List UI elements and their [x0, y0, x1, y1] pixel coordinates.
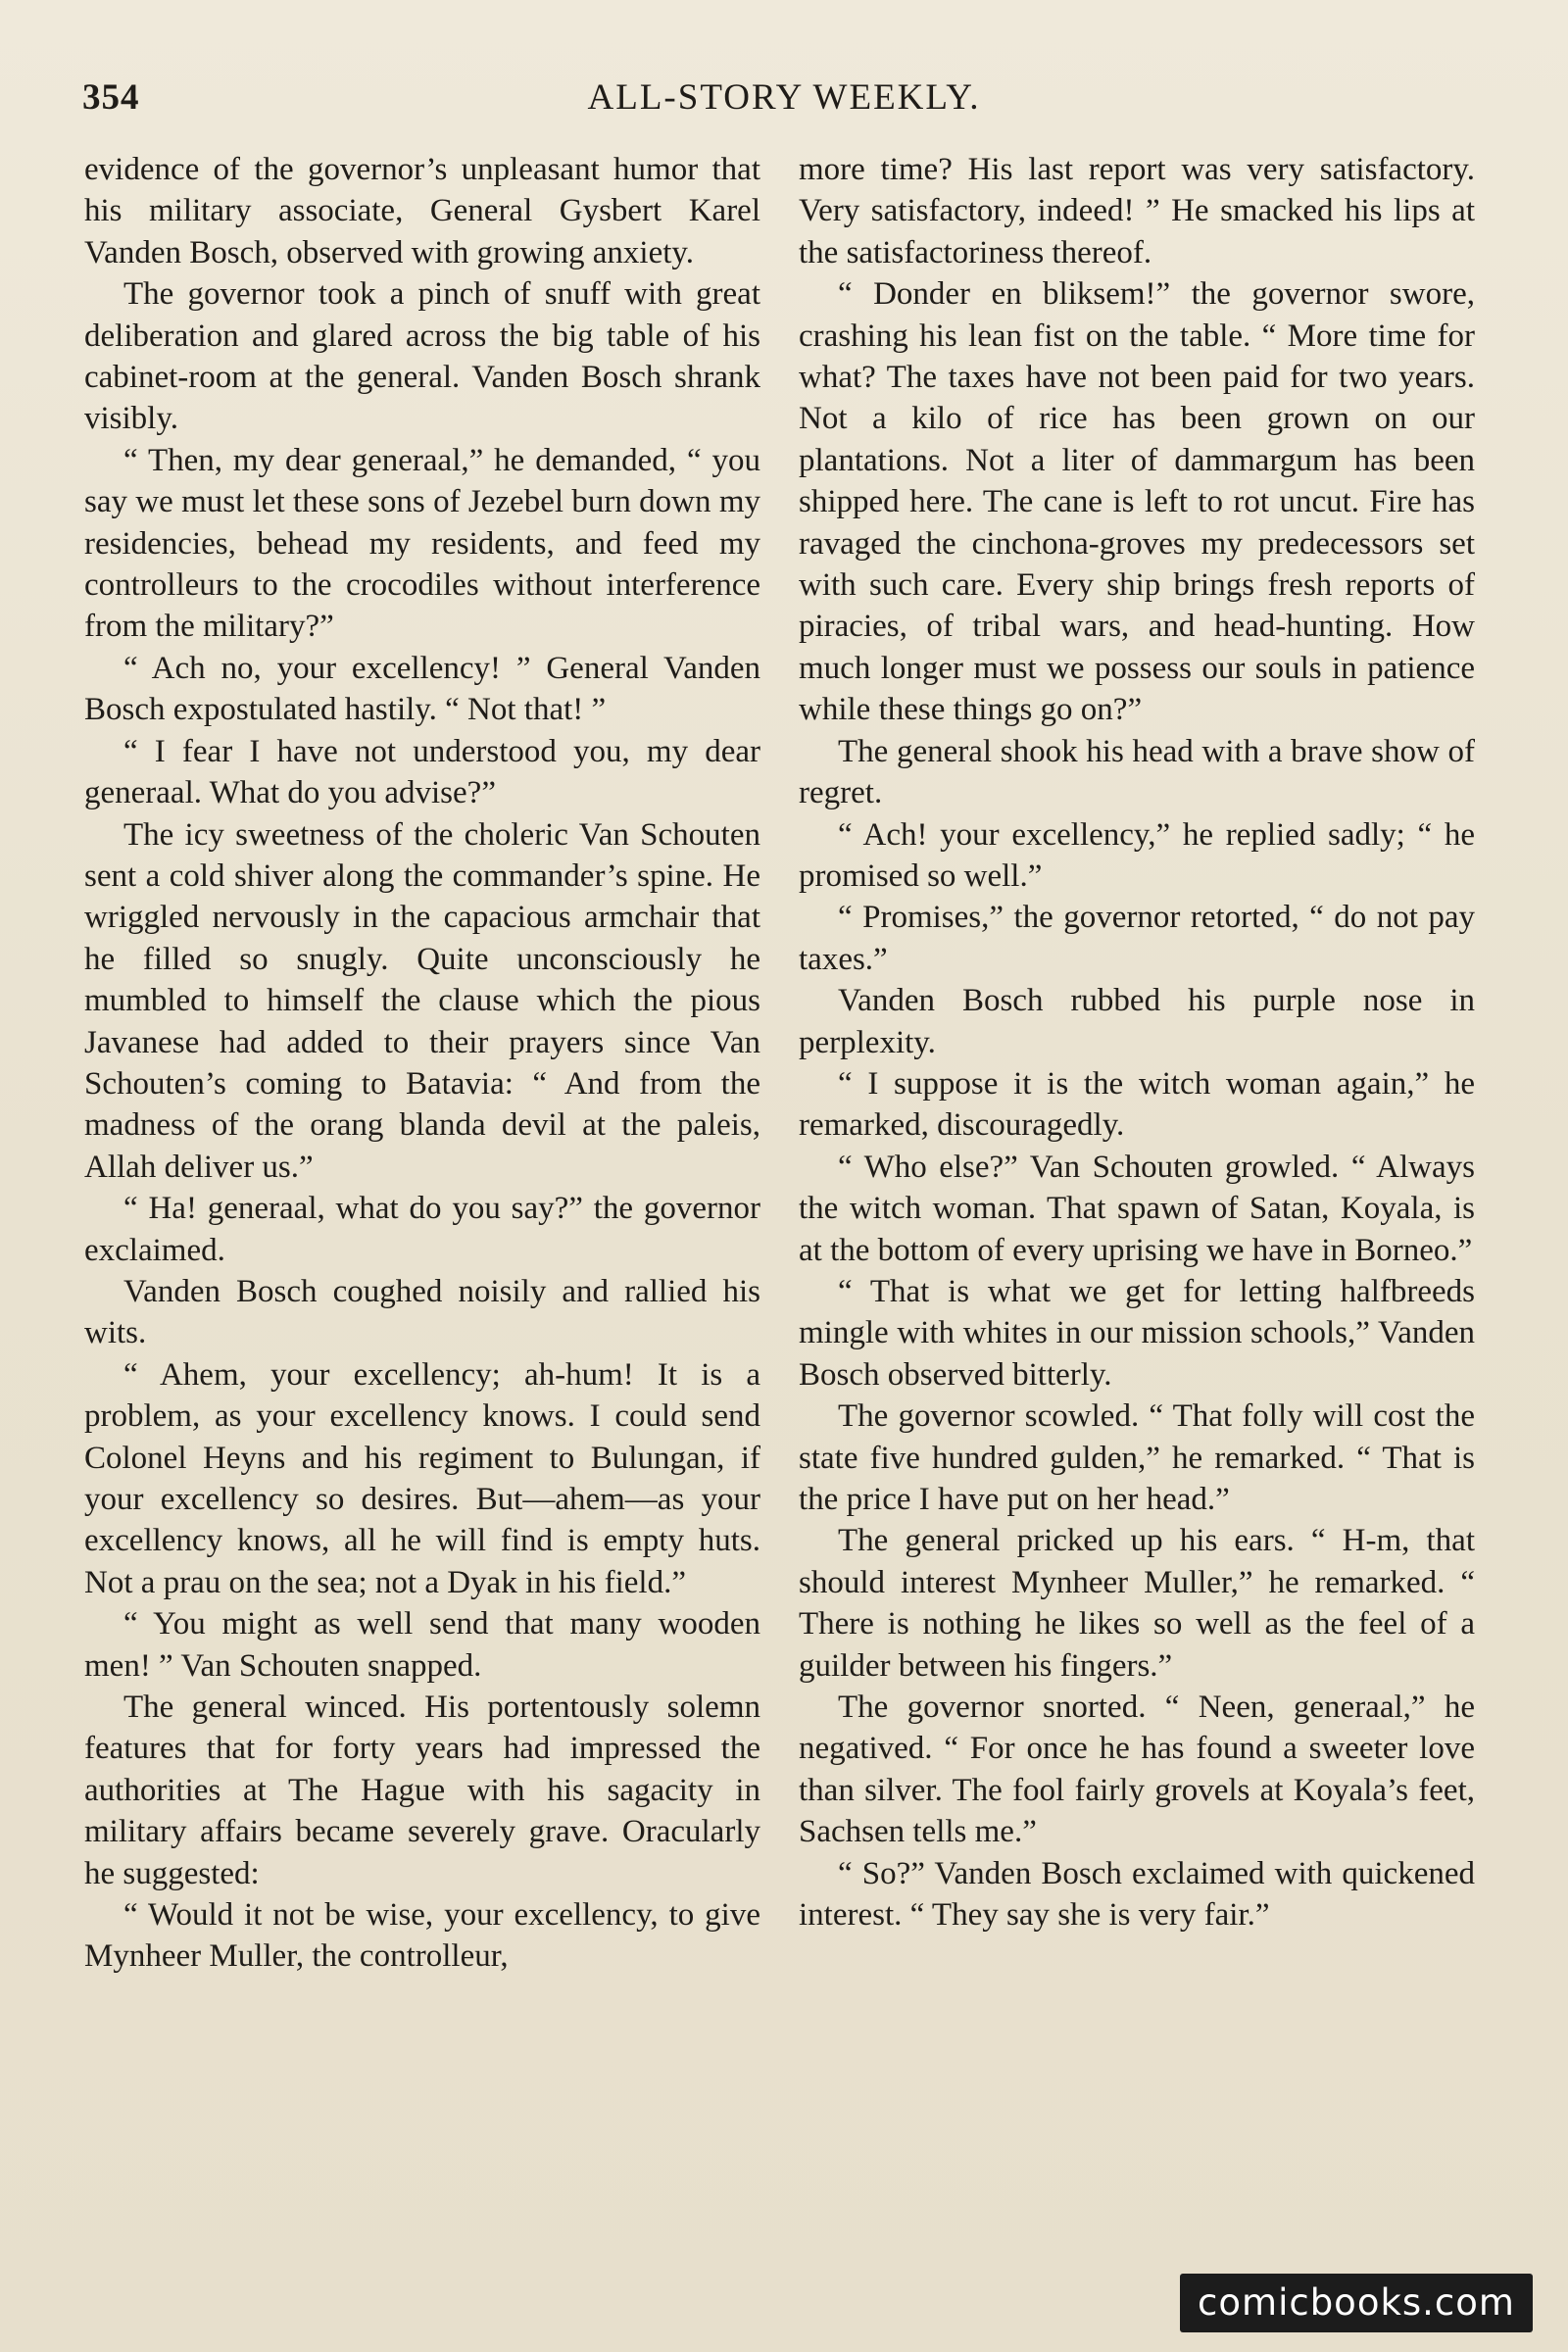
page-number: 354: [82, 77, 140, 118]
paragraph: The general shook his head with a brave show of regret.: [799, 733, 1475, 811]
watermark-logo: comicbooks.com: [1180, 2274, 1533, 2332]
paragraph: “ You might as well send that many wooden men! ” Van Schouten snapped.: [84, 1606, 760, 1684]
paragraph: “ Ach! your excellency,” he replied sadly; “ he promised so well.”: [799, 816, 1475, 894]
paragraph: Vanden Bosch coughed noisily and rallied his wits.: [84, 1273, 760, 1351]
paragraph: more time? His last report was very satisfactory. Very satisfactory, indeed! ” He smacked his lips at the satisfactoriness thereof.: [799, 152, 1475, 270]
paragraph: “ That is what we get for letting halfbreeds mingle with whites in our mission schools,” Vanden Bosch observed bitterly.: [799, 1273, 1475, 1393]
paragraph: “ Who else?” Van Schouten growled. “ Always the witch woman. That spawn of Satan, Koyala, is at the bottom of every uprising we have in Borneo.”: [799, 1149, 1475, 1268]
paragraph: “ Ha! generaal, what do you say?” the governor exclaimed.: [84, 1191, 760, 1268]
running-title: ALL-STORY WEEKLY.: [587, 77, 981, 118]
paragraph: Vanden Bosch rubbed his purple nose in perplexity.: [799, 983, 1475, 1060]
paragraph: “ Promises,” the governor retorted, “ do not pay taxes.”: [799, 900, 1475, 977]
paragraph: The governor scowled. “ That folly will cost the state five hundred gulden,” he remarked. “ That is the price I have put on her head.”: [799, 1398, 1475, 1517]
paragraph: “ Would it not be wise, your excellency, to give Mynheer Muller, the controlleur,: [84, 1897, 760, 1975]
paragraph: “ Donder en bliksem!” the governor swore, crashing his lean fist on the table. “ More time for what? The taxes have not been paid for two years. Not a kilo of rice has been grown on our plantations. Not a liter of dammargum has been shipped here. The cane is left to rot uncut. Fire has ravaged the cinchona-groves my predecessors set with such care. Every ship brings fresh reports of piracies, of tribal wars, and head-hunting. How much longer must we possess our souls in patience while these things go on?”: [799, 276, 1475, 728]
paragraph: “ Then, my dear generaal,” he demanded, “ you say we must let these sons of Jezebel burn down my residencies, behead my residents, and feed my controlleurs to the crocodiles without interference from the military?”: [84, 442, 760, 645]
paragraph: The icy sweetness of the choleric Van Schouten sent a cold shiver along the commander’s spine. He wriggled nervously in the capacious armchair that he filled so snugly. Quite unconsciously he mumbled to himself the clause which the pious Javanese had added to their prayers since Van Schouten’s coming to Batavia: “ And from the madness of the orang blanda devil at the paleis, Allah deliver us.”: [84, 816, 760, 1185]
page-header: [82, 69, 1486, 127]
paragraph: The general pricked up his ears. “ H-m, that should interest Mynheer Muller,” he remarked. “ There is nothing he likes so well as the feel of a guilder between his fingers.”: [799, 1523, 1475, 1684]
paragraph: “ I suppose it is the witch woman again,” he remarked, discouragedly.: [799, 1065, 1475, 1144]
paragraph: The governor snorted. “ Neen, generaal,” he negatived. “ For once he has found a sweeter love than silver. The fool fairly grovels at Koyala’s feet, Sachsen tells me.”: [799, 1690, 1475, 1850]
right-column: [799, 149, 1475, 1936]
paragraph: The governor took a pinch of snuff with great deliberation and glared across the big table of his cabinet-room at the general. Vanden Bosch shrank visibly.: [84, 276, 760, 437]
paragraph: “ Ahem, your excellency; ah-hum! It is a problem, as your excellency knows. I could send Colonel Heyns and his regiment to Bulungan, if your excellency so desires. But—ahem—as your excellency knows, all he will find is empty huts. Not a prau on the sea; not a Dyak in his field.”: [84, 1356, 760, 1600]
paragraph: “ Ach no, your excellency! ” General Vanden Bosch expostulated hastily. “ Not that! ”: [84, 650, 760, 728]
paragraph: “ I fear I have not understood you, my dear generaal. What do you advise?”: [84, 733, 760, 811]
paragraph: The general winced. His portentously solemn features that for forty years had impressed the authorities at The Hague with his sagacity in military affairs became severely grave. Oracularly he suggested:: [84, 1690, 760, 1891]
paragraph: “ So?” Vanden Bosch exclaimed with quickened interest. “ They say she is very fair.”: [799, 1855, 1475, 1934]
paragraph: evidence of the governor’s unpleasant humor that his military associate, General Gysbert Karel Vanden Bosch, observed with growing anxiety.: [84, 152, 760, 270]
left-column: [84, 149, 760, 1978]
